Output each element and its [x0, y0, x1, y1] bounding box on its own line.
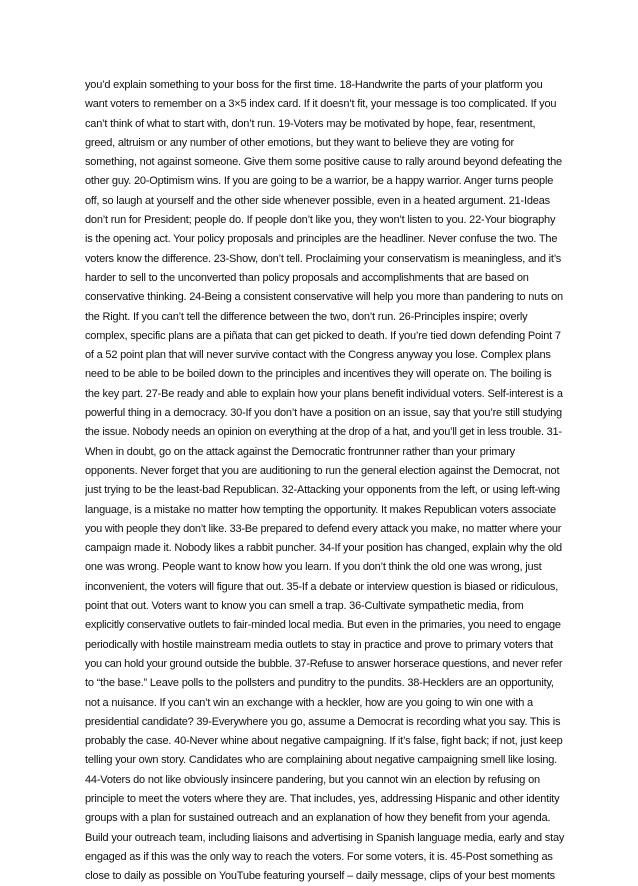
text-line: can’t think of what to start with, don’t run. 19-Voters may be motivated by hope, fear, resentment,	[85, 117, 536, 130]
text-line: explicitly conservative outlets to fair-minded local media. But even in the primaries, you need to engage	[85, 619, 561, 632]
text-line: probably the case. 40-Never whine about negative campaigning. If it’s false, fight back; if not, just keep	[85, 735, 563, 748]
text-line: engaged as if this was the only way to reach the voters. For some voters, it is. 45-Post something as	[85, 850, 553, 863]
text-line: just trying to be the least-bad Republican. 32-Attacking your opponents from the left, or using left-wing	[85, 484, 560, 497]
text-line: Build your outreach team, including liaisons and advertising in Spanish language media, early and stay	[85, 831, 565, 844]
text-line: conservative thinking. 24-Being a consistent conservative will help you more than pandering to nuts on	[85, 291, 563, 304]
text-line: off, so laugh at yourself and the other side whenever possible, even in a heated argument. 21-Ideas	[85, 194, 550, 207]
text-line: language, is a mistake no matter how tempting the opportunity. It makes Republican voters associate	[85, 503, 556, 516]
text-line: powerful thing in a democracy. 30-If you don’t have a position on an issue, say that you’re still studying	[85, 407, 562, 420]
text-line: voters know the difference. 23-Show, don’t tell. Proclaiming your conservatism is meaningless, and it’s	[85, 252, 562, 265]
text-line: harder to sell to the unconverted than policy proposals and accomplishments that are based on	[85, 271, 529, 284]
text-line: not a nuisance. If you can’t win an exchange with a heckler, how are you going to win one with a	[85, 696, 533, 709]
text-line: complex, specific plans are a piñata that can get picked to death. If you’re tied down defending Point 7	[85, 329, 561, 342]
text-line: close to daily as possible on YouTube featuring yourself – daily message, clips of your best moments	[85, 870, 555, 883]
text-line: presidential candidate? 39-Everywhere you go, assume a Democrat is recording what you say. This is	[85, 715, 561, 728]
text-line: of a 52 point plan that will never survive contact with the Congress anyway you lose. Complex plans	[85, 349, 551, 362]
text-line: inconvenient, the voters will figure that out. 35-If a debate or interview question is biased or ridiculous,	[85, 580, 559, 593]
text-line: opponents. Never forget that you are auditioning to run the general election against the Democrat, not	[85, 464, 560, 477]
text-line: periodically with hostile mainstream media outlets to stay in practice and prove to primary voters that	[85, 638, 553, 651]
text-line: to “the base.” Leave polls to the pollsters and punditry to the pundits. 38-Hecklers are an opportunity,	[85, 677, 554, 690]
body-text	[85, 76, 565, 886]
text-line: something, not against someone. Give them some positive cause to rally around beyond defeating the	[85, 156, 562, 169]
text-line: other guy. 20-Optimism wins. If you are going to be a warrior, be a happy warrior. Anger turns people	[85, 175, 554, 188]
text-line: you’d explain something to your boss for the first time. 18-Handwrite the parts of your platform you	[85, 79, 543, 91]
text-line: you can hold your ground outside the bubble. 37-Refuse to answer horserace questions, and never refer	[85, 657, 563, 670]
text-line: point that out. Voters want to know you can smell a trap. 36-Cultivate sympathetic media, from	[85, 600, 524, 613]
text-line: the Right. If you can’t tell the difference between the two, don’t run. 26-Principles inspire; overly	[85, 310, 528, 323]
text-line: campaign made it. Nobody likes a rabbit puncher. 34-If your position has changed, explain why the old	[85, 542, 562, 555]
text-line: is the opening act. Your policy proposals and principles are the headliner. Never confuse the two. The	[85, 233, 558, 246]
text-line: you with people they don’t like. 33-Be prepared to defend every attack you make, no matter where your	[85, 522, 562, 535]
text-line: the issue. Nobody needs an opinion on everything at the drop of a hat, and you’ll get in less trouble. 31-	[85, 426, 562, 439]
text-line: telling your own story. Candidates who are complaining about negative campaigning smell like losing.	[85, 754, 558, 767]
text-line: When in doubt, go on the attack against the Democratic frontrunner rather than your primary	[85, 445, 515, 458]
text-line: greed, altruism or any number of other emotions, but they want to believe they are voting for	[85, 136, 514, 149]
text-line: principle to meet the voters where they are. That includes, yes, addressing Hispanic and other identity	[85, 792, 560, 805]
text-line: one was wrong. People want to know how you learn. If you don’t think the old one was wrong, just	[85, 561, 542, 574]
text-line: don’t run for President; people do. If people don’t like you, they won’t listen to you. 22-Your biography	[85, 214, 556, 227]
text-line: want voters to remember on a 3×5 index card. If it doesn’t fit, your message is too complicated. If you	[85, 98, 557, 111]
text-line: the key part. 27-Be ready and able to explain how your plans benefit individual voters. Self-interest is a	[85, 387, 563, 400]
text-line: 44-Voters do not like obviously insincere pandering, but you cannot win an election by refusing on	[85, 773, 540, 786]
text-line: need to be able to be boiled down to the principles and incentives they will operate on. The boiling is	[85, 368, 552, 381]
text-line: groups with a plan for sustained outreach and an explanation of how they benefit from your agenda.	[85, 812, 551, 825]
